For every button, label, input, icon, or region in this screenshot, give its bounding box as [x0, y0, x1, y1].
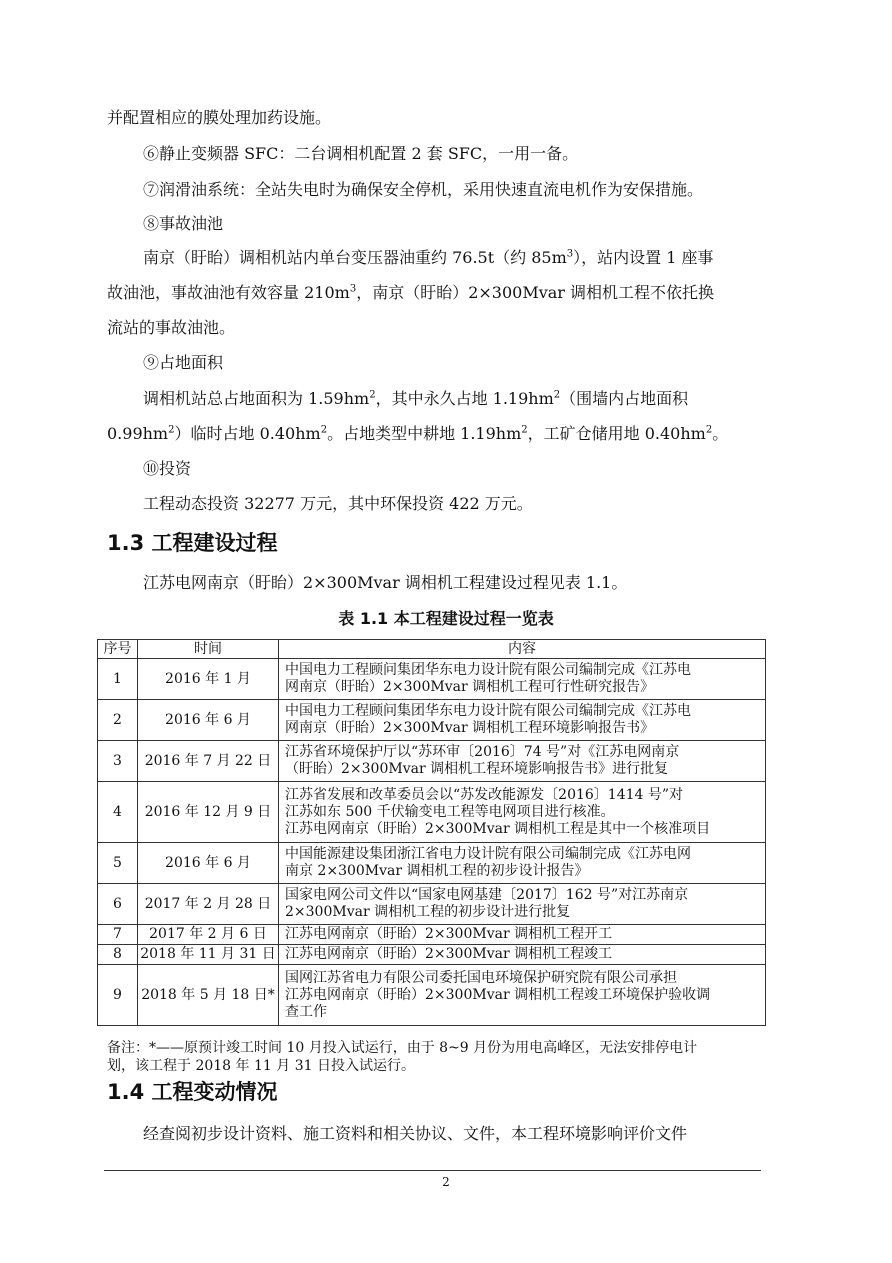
column-header-content: 内容 — [279, 640, 766, 659]
table-caption: 表 1.1 本工程建设过程一览表 — [338, 609, 554, 628]
cell-time: 2016 年 12 月 9 日 — [138, 782, 279, 843]
column-header-no: 序号 — [98, 640, 138, 659]
table-row — [98, 659, 766, 700]
paragraph: 流站的事故油池。 — [107, 318, 236, 337]
cell-content-line: 江苏电网南京（盱眙）2×300Mvar 调相机工程开工 — [285, 926, 613, 942]
cell-content-line: 中国电力工程顾问集团华东电力设计院有限公司编制完成《江苏电 — [285, 703, 691, 719]
cell-no: 7 — [98, 925, 138, 945]
table-row — [98, 843, 766, 884]
section-heading: 1.4 工程变动情况 — [107, 1080, 278, 1104]
cell-content-line: 中国能源建设集团浙江省电力设计院有限公司编制完成《江苏电网 — [285, 846, 691, 862]
paragraph: 江苏电网南京（盱眙）2×300Mvar 调相机工程建设过程见表 1.1。 — [143, 573, 628, 592]
cell-content-line: 查工作 — [285, 1003, 327, 1020]
table-row — [98, 782, 766, 843]
cell-time: 2016 年 6 月 — [138, 700, 279, 741]
cell-content — [279, 925, 766, 945]
paragraph: 并配置相应的膜处理加药设施。 — [107, 108, 332, 127]
cell-content-line: 江苏省发展和改革委员会以“苏发改能源发〔2016〕1414 号”对 — [285, 786, 684, 803]
paragraph: ⑩投资 — [143, 459, 192, 478]
cell-content — [279, 843, 766, 884]
cell-time: 2017 年 2 月 28 日 — [138, 884, 279, 925]
paragraph: ⑧事故油池 — [143, 214, 224, 233]
construction-process-table — [97, 639, 766, 1026]
cell-content-line: 2×300Mvar 调相机工程的初步设计进行批复 — [285, 904, 571, 920]
cell-content-line: 江苏省环境保护厅以“苏环审〔2016〕74 号”对《江苏电网南京 — [285, 744, 680, 760]
cell-no: 1 — [98, 659, 138, 700]
section-heading: 1.3 工程建设过程 — [107, 531, 278, 555]
paragraph: 调相机站总占地面积为 $1.59hm^2$，其中永久占地 $1.19hm^2$（围墙内占地面积 — [143, 389, 689, 408]
paragraph: 经查阅初步设计资料、施工资料和相关协议、文件，本工程环境影响评价文件 — [143, 1124, 688, 1143]
cell-no: 5 — [98, 843, 138, 884]
cell-no: 8 — [98, 945, 138, 965]
cell-no: 4 — [98, 782, 138, 843]
cell-content-line: 中国电力工程顾问集团华东电力设计院有限公司编制完成《江苏电 — [285, 662, 691, 678]
cell-content — [279, 782, 766, 843]
cell-content-line: 江苏电网南京（盱眙）2×300Mvar 调相机工程竣工 — [285, 946, 613, 962]
cell-content-line: 江苏电网南京（盱眙）2×300Mvar 调相机工程是其中一个核准项目 — [285, 820, 711, 837]
page-number: 2 — [442, 1175, 450, 1189]
cell-content-line: 南京 2×300Mvar 调相机工程的初步设计报告》 — [285, 863, 589, 879]
cell-time: 2017 年 2 月 6 日 — [138, 925, 279, 945]
paragraph: ⑥静止变频器 SFC：二台调相机配置 2 套 SFC，一用一备。 — [143, 144, 579, 163]
cell-no: 2 — [98, 700, 138, 741]
cell-content — [279, 700, 766, 741]
column-header-time: 时间 — [138, 640, 279, 659]
cell-time: 2018 年 11 月 31 日 — [138, 945, 279, 965]
paragraph: $0.99hm^2$）临时占地 $0.40hm^2$。占地类型中耕地 $1.19hm^2$，工矿仓储用地 $0.40hm^2$。 — [107, 424, 729, 443]
cell-content — [279, 659, 766, 700]
cell-content — [279, 965, 766, 1026]
note-line: 划，该工程于 2018 年 11 月 31 日投入试运行。 — [107, 1058, 415, 1074]
table-row — [98, 884, 766, 925]
table-row — [98, 945, 766, 965]
note-line: 备注：*——原预计竣工时间 10 月投入试运行，由于 8~9 月份为用电高峰区，无法安排停电计 — [107, 1040, 698, 1056]
cell-content-line: 网南京（盱眙）2×300Mvar 调相机工程可行性研究报告》 — [285, 679, 655, 695]
cell-no: 6 — [98, 884, 138, 925]
table-row — [98, 965, 766, 1026]
table-header-row — [98, 640, 766, 659]
table-row — [98, 741, 766, 782]
cell-content-line: （盱眙）2×300Mvar 调相机工程环境影响报告书》进行批复 — [285, 761, 669, 777]
footer-rule — [104, 1170, 761, 1171]
table-row — [98, 925, 766, 945]
cell-time: 2018 年 5 月 18 日* — [138, 965, 279, 1026]
cell-time: 2016 年 6 月 — [138, 843, 279, 884]
table-body — [98, 659, 766, 1026]
table-row — [98, 700, 766, 741]
cell-content-line: 网南京（盱眙）2×300Mvar 调相机工程环境影响报告书》 — [285, 720, 655, 736]
cell-content-line: 江苏电网南京（盱眙）2×300Mvar 调相机工程竣工环境保护验收调 — [285, 986, 711, 1003]
cell-content — [279, 945, 766, 965]
cell-content-line: 江苏如东 500 千伏输变电工程等电网项目进行核准。 — [285, 803, 615, 820]
paragraph: 南京（盱眙）调相机站内单台变压器油重约 76.5t（约 $85m^3$），站内设置 1 座事 — [143, 248, 714, 267]
paragraph: ⑨占地面积 — [143, 353, 224, 372]
cell-content-line: 国网江苏省电力有限公司委托国电环境保护研究院有限公司承担 — [285, 969, 677, 986]
paragraph: 工程动态投资 32277 万元，其中环保投资 422 万元。 — [143, 494, 533, 513]
cell-time: 2016 年 7 月 22 日 — [138, 741, 279, 782]
cell-no: 3 — [98, 741, 138, 782]
cell-time: 2016 年 1 月 — [138, 659, 279, 700]
cell-no: 9 — [98, 965, 138, 1026]
paragraph: ⑦润滑油系统：全站失电时为确保安全停机，采用快速直流电机作为安保措施。 — [143, 180, 704, 199]
cell-content-line: 国家电网公司文件以“国家电网基建〔2017〕162 号”对江苏南京 — [285, 887, 689, 903]
cell-content — [279, 884, 766, 925]
table-note — [107, 1039, 767, 1075]
paragraph: 故油池，事故油池有效容量 $210m^3$，南京（盱眙）2×300Mvar 调相机工程不依托换 — [107, 283, 715, 302]
cell-content — [279, 741, 766, 782]
